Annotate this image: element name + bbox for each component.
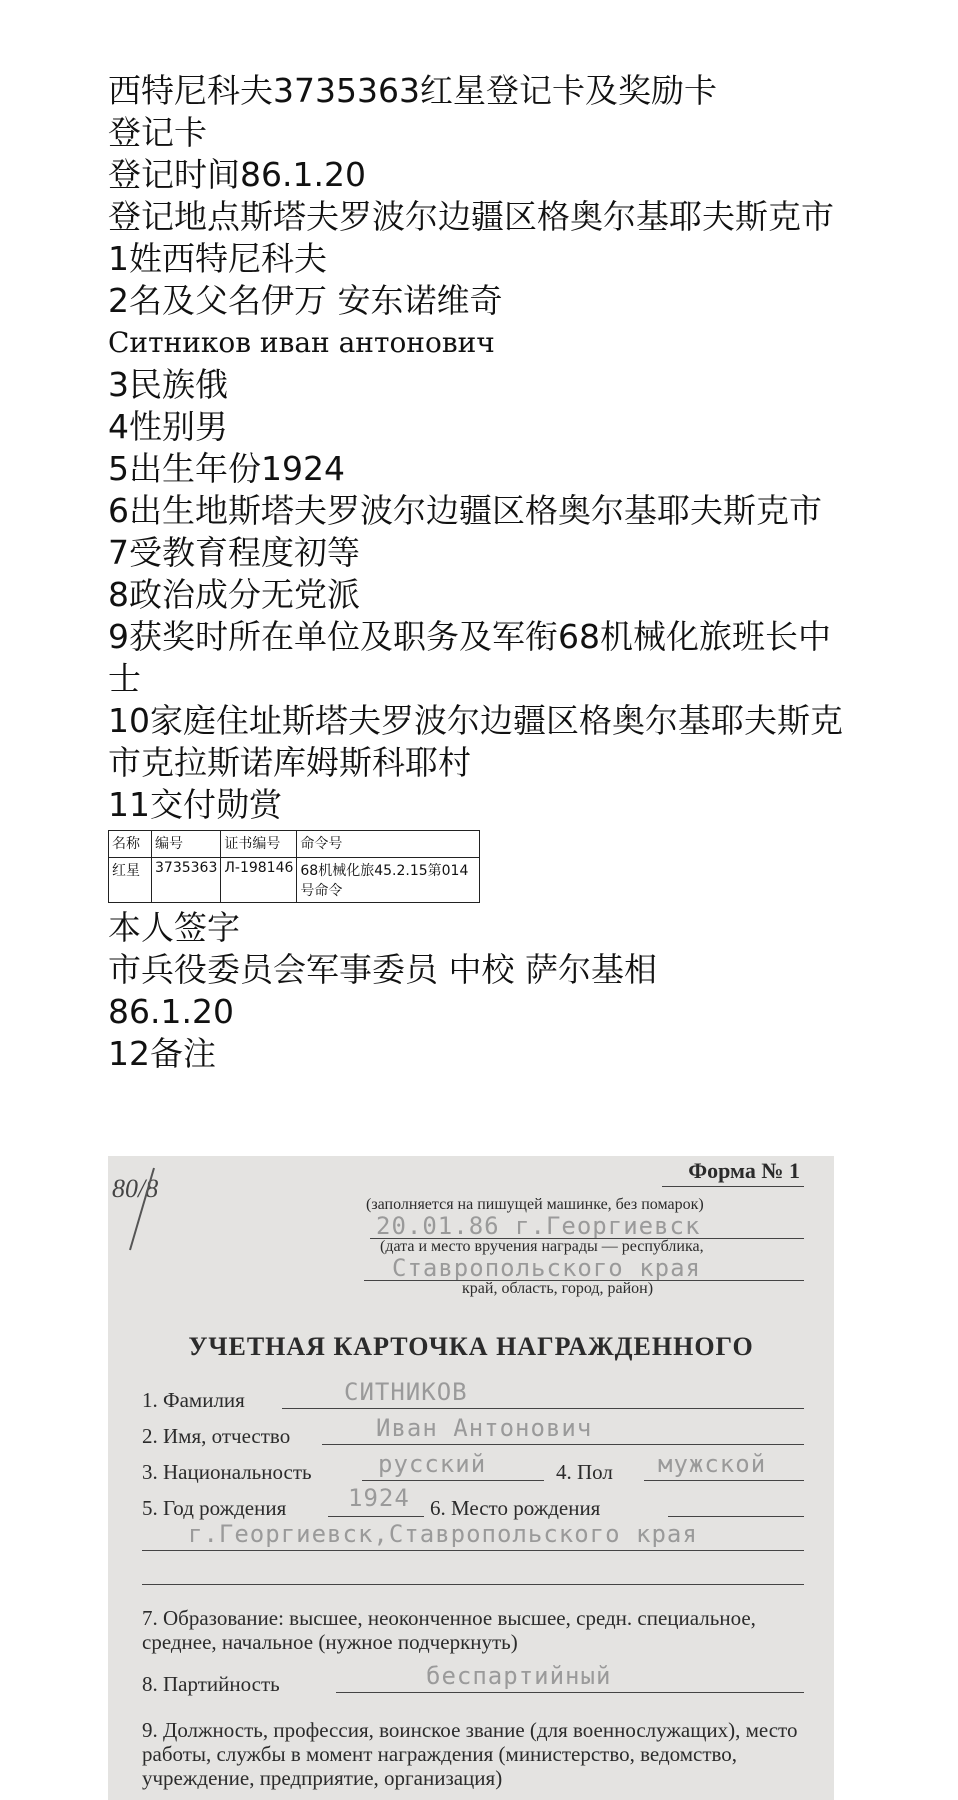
commissar: 市兵役委员会军事委员 中校 萨尔基相 — [108, 950, 657, 989]
cell-certificate-number: Л-198146 — [221, 858, 297, 903]
field-home-address: 10家庭住址斯塔夫罗波尔边疆区格奥尔基耶夫斯克市克拉斯诺库姆斯科耶村 — [108, 701, 843, 782]
card-heading: 登记卡 — [108, 113, 207, 152]
label-birthplace: 6. Место рождения — [430, 1496, 601, 1520]
award-table — [108, 830, 480, 903]
corner-note: 80/8 — [112, 1174, 159, 1203]
label-sex: 4. Пол — [556, 1460, 613, 1484]
cell-award-name: 红星 — [109, 858, 152, 903]
value-sex: мужской — [658, 1450, 767, 1478]
field-signature: 本人签字 — [108, 908, 240, 947]
label-surname: 1. Фамилия — [142, 1388, 245, 1412]
card-title: УЧЕТНАЯ КАРТОЧКА НАГРАЖДЕННОГО — [188, 1332, 754, 1361]
rule-name — [322, 1444, 804, 1445]
sign-date: 86.1.20 — [108, 992, 234, 1031]
rule-sex — [644, 1480, 804, 1481]
header-order: 命令号 — [297, 831, 480, 858]
rule-birth-year — [328, 1516, 424, 1517]
rule-nationality — [362, 1480, 544, 1481]
rule-birthplace-3 — [142, 1584, 804, 1585]
value-surname: СИТНИКОВ — [344, 1378, 468, 1406]
value-birthplace: г.Георгиевск,Ставропольского края — [188, 1520, 698, 1548]
cell-award-number: 3735363 — [152, 858, 221, 903]
cell-order-number: 68机械化旅45.2.15第014号命令 — [297, 858, 480, 903]
field-surname: 1姓西特尼科夫 — [108, 239, 327, 278]
typed-date-place: 20.01.86 г.Георгиевск — [376, 1212, 701, 1240]
field-sex: 4性别男 — [108, 407, 228, 446]
award-table-header — [109, 831, 480, 858]
registration-date: 登记时间86.1.20 — [108, 155, 366, 194]
field-awards-heading: 11交付勋赏 — [108, 785, 282, 824]
date-place-caption: (дата и место вручения награды — республика, — [380, 1238, 704, 1255]
field-nationality: 3民族俄 — [108, 365, 228, 404]
field-unit-rank: 9获奖时所在单位及职务及军衔68机械化旅班长中士 — [108, 617, 831, 698]
region-caption: край, область, город, район) — [462, 1280, 654, 1297]
rule-party — [336, 1692, 804, 1693]
field-birth-year: 5出生年份1924 — [108, 449, 345, 488]
transcription — [108, 70, 848, 1075]
form-number-underline — [662, 1186, 804, 1187]
form-number: Форма № 1 — [688, 1158, 800, 1183]
label-nationality: 3. Национальность — [142, 1460, 312, 1484]
rule-birthplace — [668, 1516, 804, 1517]
russian-name: Ситников иван антонович — [108, 326, 495, 359]
header-certificate: 证书编号 — [221, 831, 297, 858]
header-number: 编号 — [152, 831, 221, 858]
label-name: 2. Имя, отчество — [142, 1424, 291, 1448]
label-party: 8. Партийность — [142, 1672, 280, 1696]
value-party: беспартийный — [426, 1662, 612, 1690]
field-remarks: 12备注 — [108, 1034, 216, 1073]
registration-place: 登记地点斯塔夫罗波尔边疆区格奥尔基耶夫斯克市 — [108, 197, 834, 236]
field-party: 8政治成分无党派 — [108, 575, 360, 614]
rule-birthplace-2 — [142, 1550, 804, 1551]
doc-title: 西特尼科夫3735363红星登记卡及奖励卡 — [108, 71, 717, 110]
label-position: 9. Должность, профессия, воинское звание (для военнослужащих), место работы, службы в момент награждения (министерство, ведомство, учреждение, предприятие, организация) — [142, 1718, 798, 1790]
header-name: 名称 — [109, 831, 152, 858]
rule-surname — [282, 1408, 804, 1409]
value-birth-year: 1924 — [348, 1484, 410, 1512]
field-birthplace: 6出生地斯塔夫罗波尔边疆区格奥尔基耶夫斯克市 — [108, 491, 822, 530]
corner-slash-icon — [122, 1164, 162, 1254]
field-name-patronymic: 2名及父名伊万 安东诺维奇 — [108, 281, 503, 320]
field-education: 7受教育程度初等 — [108, 533, 360, 572]
typed-region: Ставропольского края — [392, 1254, 701, 1282]
label-education: 7. Образование: высшее, неоконченное высшее, средн. специальное, среднее, начальное (нужное подчеркнуть) — [142, 1606, 756, 1654]
label-birth-year: 5. Год рождения — [142, 1496, 287, 1520]
value-nationality: русский — [378, 1450, 487, 1478]
table-row — [109, 858, 480, 903]
typing-instruction: (заполняется на пишущей машинке, без помарок) — [366, 1196, 704, 1213]
scanned-card-image — [108, 1156, 834, 1800]
value-name: Иван Антонович — [376, 1414, 593, 1442]
